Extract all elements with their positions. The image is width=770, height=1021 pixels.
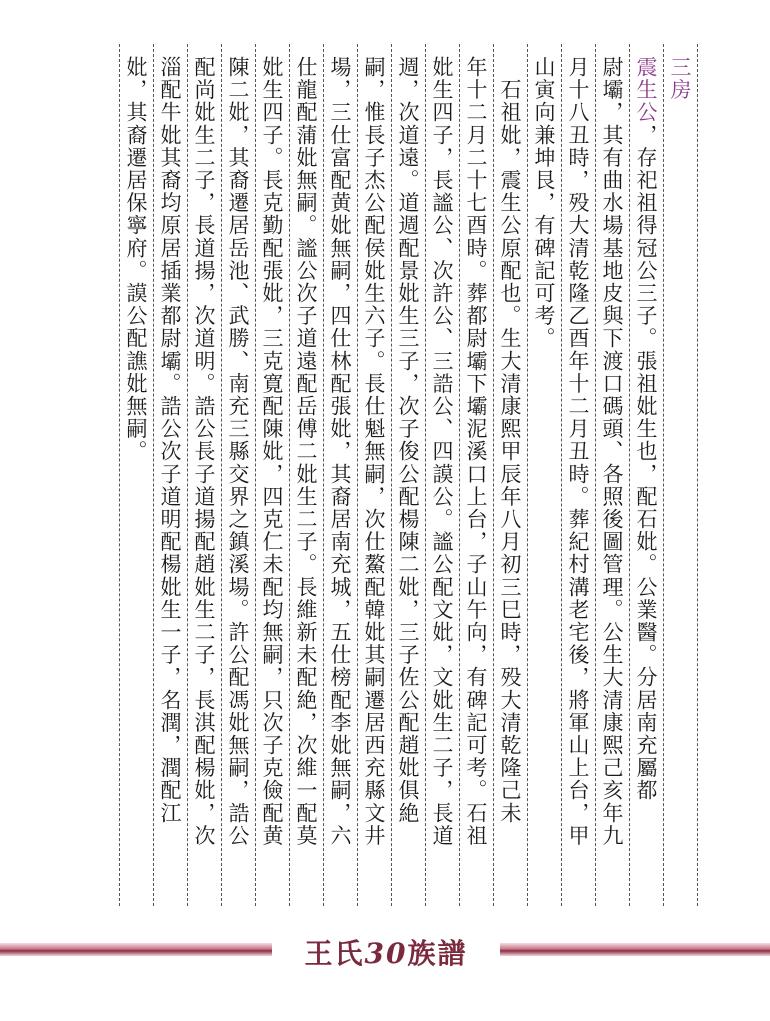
text-column: 陳二妣，其裔遷居岳池、武勝、南充三縣交界之鎮溪場。許公配馮妣無嗣，誥公 [226, 56, 250, 847]
text-column: 場，三仕富配黄妣無嗣，四仕林配張妣，其裔居南充城，五仕榜配李妣無嗣，六 [328, 56, 352, 847]
column-rule [595, 44, 596, 906]
footer-prefix: 王氏 [304, 937, 365, 970]
footer-suffix: 族譜 [407, 937, 468, 970]
page-number: 30 [364, 937, 408, 970]
text-column: 妣生四子，長謐公、次許公、三誥公、四謨公。謐公配文妣，文妣生二子，長道 [430, 56, 454, 847]
text-column: 月十八丑時，殁大清乾隆乙酉年十二月丑時。葬紀村溝老宅後，將軍山上台，甲 [566, 56, 590, 847]
text-column: 嗣，惟長子杰公配侯妣生六子。長仕魁無嗣，次仕鰲配韓妣其嗣遷居西充縣文井 [362, 56, 386, 847]
text-column: 妣生四子。長克勤配張妣，三克寛配陳妣，四克仁未配均無嗣，只次子克儉配黄 [260, 56, 284, 847]
footer-band-left [0, 943, 272, 956]
text-column: 妣，其裔遷居保寧府。謨公配譙妣無嗣。 [124, 56, 148, 463]
footer-title [272, 932, 500, 972]
column-rule [323, 44, 324, 906]
column-rule [459, 44, 460, 906]
section-heading: 三房 [668, 56, 692, 102]
column-rule [289, 44, 290, 906]
column-rule [493, 44, 494, 906]
column-rule [697, 44, 698, 906]
column-rule [221, 44, 222, 906]
text-column [631, 56, 661, 802]
text-column: 淄配牛妣其裔均原居插業都尉壩。誥公次子道明配楊妣生一子，名潤，潤配江 [158, 56, 182, 825]
text-column: 尉壩，其有曲水場基地皮與下渡口碼頭、各照後圖管理。公生大清康熙己亥年九 [600, 56, 624, 847]
text-column: 配尚妣生二子，長道揚，次道明。誥公長子道揚配趙妣生二子，長淇配楊妣，次 [192, 56, 216, 847]
column-rule [663, 44, 664, 906]
text-column: 週，次道遠。道週配景妣生三子，次子俊公配楊陳二妣，三子佐公配趙妣俱絶 [396, 56, 420, 825]
column-rule [187, 44, 188, 906]
column-rule [391, 44, 392, 906]
column-rule [561, 44, 562, 906]
text-column: 石祖妣，震生公原配也。生大清康熙甲辰年八月初三巳時，殁大清乾隆己未 [498, 56, 522, 825]
column-rule [425, 44, 426, 906]
column-rule [255, 44, 256, 906]
person-name: 震生公 [634, 56, 658, 124]
text-column: 仕龍配蒲妣無嗣。謐公次子道遠配岳傅二妣生二子。長維新未配絶，次維一配莫 [294, 56, 318, 847]
footer-band-right [500, 943, 770, 956]
column-text: ，存祀祖得冠公三子。張祖妣生也，配石妣。公業醫。分居南充屬都 [634, 123, 658, 802]
column-rule [119, 44, 120, 906]
text-column: 山寅向兼坤艮，有碑記可考。 [532, 56, 556, 350]
text-column: 年十二月二十七酉時。葬都尉壩下壩泥溪口上台，子山午向，有碑記可考。石祖 [464, 56, 488, 847]
column-rule [629, 44, 630, 906]
page-footer [0, 930, 770, 970]
column-rule [153, 44, 154, 906]
column-rule [527, 44, 528, 906]
column-rule [357, 44, 358, 906]
